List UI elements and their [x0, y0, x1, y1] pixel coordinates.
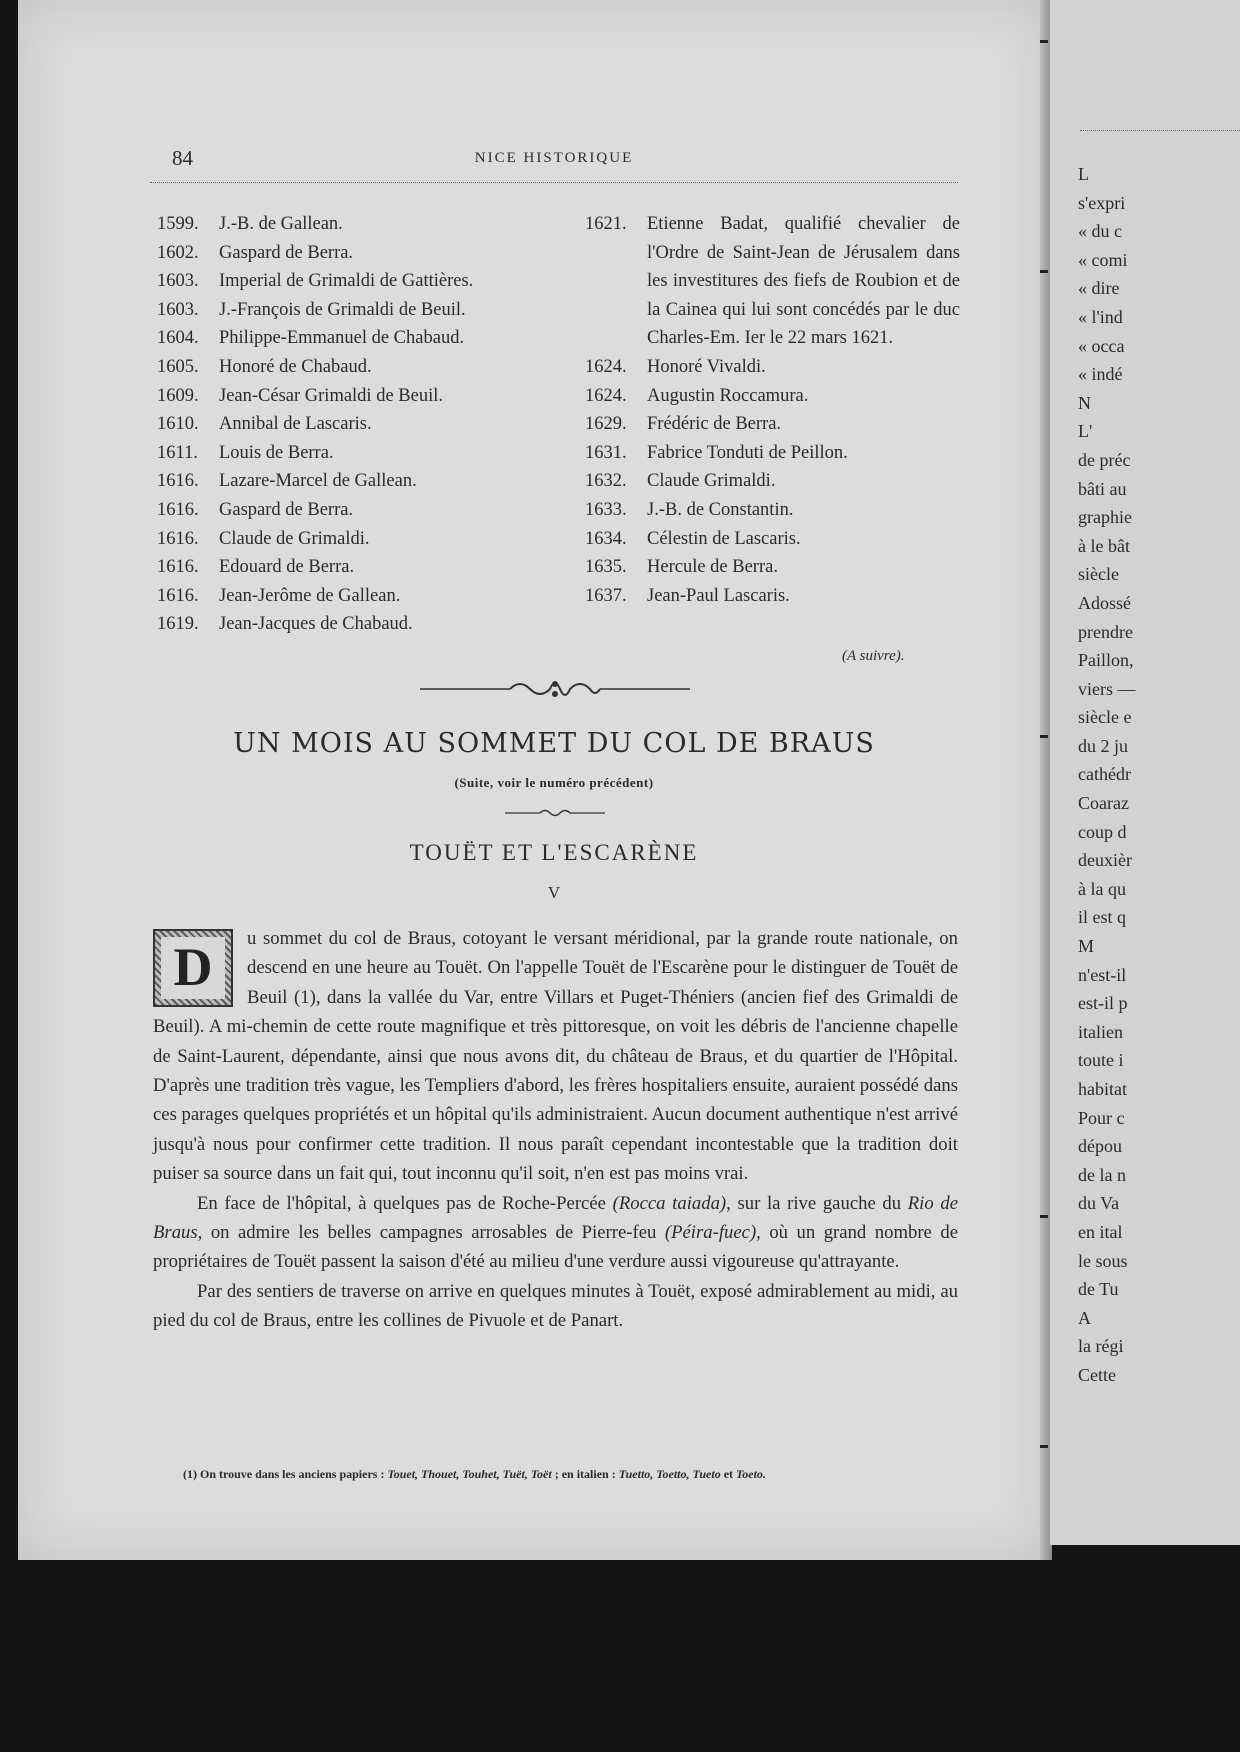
entry-name: Imperial de Grimaldi de Gattières. — [219, 271, 474, 292]
entry-name: Lazare-Marcel de Gallean. — [219, 471, 417, 492]
list-entry — [157, 324, 547, 353]
italic-place-name: Rio de Braus — [153, 1192, 959, 1244]
list-right-column — [585, 210, 960, 610]
next-page-line: Adossé — [1078, 592, 1131, 613]
section-ornament — [420, 678, 690, 700]
list-entry — [157, 553, 547, 582]
next-page-header-rule — [1080, 130, 1240, 131]
entry-name: J.-François de Grimaldi de Beuil. — [219, 299, 466, 320]
italic-place-name: (Péira-fuec) — [664, 1222, 757, 1244]
list-entry — [585, 210, 960, 353]
suite-note: (Suite, voir le numéro précédent) — [454, 775, 654, 790]
list-entry — [157, 582, 547, 611]
next-page-line: de préc — [1078, 449, 1131, 470]
next-page-line: siècle e — [1078, 707, 1132, 728]
entry-year: 1599. — [157, 214, 199, 234]
entry-year: 1610. — [157, 414, 199, 435]
entry-year: 1603. — [157, 271, 199, 292]
entry-year: 1605. — [157, 356, 199, 377]
gutter-mark — [1040, 1445, 1048, 1448]
small-ornament — [505, 808, 605, 818]
entry-year: 1609. — [157, 385, 199, 406]
next-page-line: siècle — [1078, 564, 1119, 585]
next-page-line: « comi — [1078, 249, 1128, 270]
next-page-line: N — [1078, 392, 1091, 413]
entry-year: 1619. — [157, 614, 199, 635]
entry-year: 1632. — [585, 471, 627, 492]
next-page-line: Cette — [1078, 1364, 1116, 1385]
list-entry — [157, 610, 547, 639]
next-page-line: cathédr — [1078, 764, 1131, 785]
entry-name: Edouard de Berra. — [219, 557, 355, 578]
entry-year: 1634. — [585, 528, 627, 549]
next-page-line: du Va — [1078, 1193, 1120, 1214]
next-page-line: prendre — [1078, 621, 1133, 642]
list-entry — [585, 382, 960, 411]
next-page-line: « du c — [1078, 221, 1122, 242]
entry-name: Honoré de Chabaud. — [219, 356, 372, 377]
entry-year: 1633. — [585, 499, 627, 520]
entry-year: 1611. — [157, 442, 198, 463]
next-page-line: M — [1078, 936, 1095, 957]
next-page-line: « occa — [1078, 335, 1125, 356]
page-number: 84 — [172, 146, 193, 170]
entry-name: Claude de Grimaldi. — [219, 528, 370, 549]
next-page-line: bâti au — [1078, 478, 1127, 499]
gutter-mark — [1040, 735, 1048, 738]
list-entry — [157, 267, 547, 296]
entry-year: 1635. — [585, 557, 627, 578]
entry-year: 1616. — [157, 585, 199, 606]
entry-name: Gaspard de Berra. — [219, 499, 354, 520]
italic-place-name: (Rocca taiada) — [612, 1192, 727, 1214]
entry-name: Louis de Berra. — [219, 442, 334, 463]
next-page-line: habitat — [1078, 1079, 1127, 1099]
entry-name: Fabrice Tonduti de Peillon. — [647, 442, 848, 463]
list-entry — [585, 353, 960, 382]
next-page-line: est-il p — [1078, 993, 1128, 1014]
next-page-line: A — [1078, 1307, 1091, 1328]
list-entry — [157, 525, 547, 554]
entry-year: 1602. — [157, 242, 199, 263]
next-page-line: à le bât — [1078, 535, 1130, 556]
entry-name: Annibal de Lascaris. — [219, 414, 372, 435]
entry-name: Claude Grimaldi. — [647, 471, 776, 492]
entry-year: 1624. — [585, 356, 627, 377]
gutter-mark — [1040, 40, 1048, 43]
entry-year: 1629. — [585, 414, 627, 435]
next-page-line: viers — — [1078, 678, 1136, 699]
section-title: TOUËT ET L'ESCARÈNE — [409, 840, 699, 865]
list-entry — [157, 410, 547, 439]
next-page-line: coup d — [1078, 821, 1127, 842]
next-page-line: L' — [1078, 421, 1093, 442]
entry-year: 1624. — [585, 385, 627, 406]
next-page-line: Pour c — [1078, 1107, 1125, 1128]
entry-name: Honoré Vivaldi. — [647, 356, 766, 377]
article-title: UN MOIS AU SOMMET DU COL DE BRAUS — [233, 728, 875, 759]
list-entry — [585, 496, 960, 525]
list-left-column — [157, 210, 547, 639]
next-page-line: de Tu — [1078, 1279, 1119, 1300]
page-header — [150, 146, 958, 176]
entry-name: Etienne Badat, qualifié chevalier de l'Ordre de Saint-Jean de Jérusalem dans les investitures des fiefs de Roubion et de la Cainea qui lui sont concédés par le duc Charles-Em. Ier le 22 mars 1621. — [647, 214, 960, 349]
gutter-mark — [1040, 270, 1048, 273]
next-page-line: dépou — [1078, 1136, 1122, 1157]
next-page-line: « dire — [1078, 278, 1120, 299]
entry-name: Hercule de Berra. — [647, 557, 778, 578]
next-page-line: n'est-il — [1078, 964, 1127, 985]
entry-year: 1631. — [585, 442, 627, 463]
entry-year: 1637. — [585, 585, 627, 606]
paragraph-2: En face de l'hôpital, à quelques pas de Roche-Percée (Rocca taiada), sur la rive gauche du Rio de Braus, on admire les belles campagnes arrosables de Pierre-feu (Péira-fuec), où un grand nombre de propriétaires de Touët passent la saison d'été au milieu d'une verdure aussi vigoureuse qu'attrayante. — [153, 1192, 959, 1273]
list-entry — [157, 296, 547, 325]
entry-name: Jean-Paul Lascaris. — [647, 585, 790, 606]
entry-name: Philippe-Emmanuel de Chabaud. — [219, 328, 465, 349]
next-page-line: « indé — [1078, 364, 1123, 385]
section-number: V — [547, 883, 561, 902]
entry-year: 1616. — [157, 471, 199, 492]
list-entry — [157, 467, 547, 496]
next-page-line: du 2 ju — [1078, 735, 1129, 756]
entry-name: J.-B. de Constantin. — [647, 499, 794, 520]
list-entry — [585, 467, 960, 496]
entry-year: 1616. — [157, 557, 199, 578]
list-entry — [157, 382, 547, 411]
list-entry — [585, 439, 960, 468]
next-page-line: à la qu — [1078, 878, 1126, 899]
footnote: (1) On trouve dans les anciens papiers : Touet, Thouet, Touhet, Tuët, Toët ; en italien : Tuetto, Toetto, Tueto et Toeto. — [183, 1467, 766, 1481]
paragraph-3: Par des sentiers de traverse on arrive en quelques minutes à Touët, exposé admirablement au midi, au pied du col de Braus, entre les collines de Pivuole et de Panart. — [153, 1280, 958, 1332]
list-entry — [157, 210, 547, 239]
list-entry — [585, 525, 960, 554]
next-page-line: « l'ind — [1078, 306, 1123, 327]
header-rule — [150, 182, 958, 183]
list-entry — [585, 553, 960, 582]
next-page-line: le sous — [1078, 1250, 1128, 1271]
entry-name: Jean-Jacques de Chabaud. — [219, 614, 413, 635]
entry-name: Gaspard de Berra. — [219, 242, 354, 263]
next-page-line: toute i — [1078, 1050, 1124, 1071]
entry-year: 1604. — [157, 328, 199, 349]
next-page-text-fragments — [1078, 160, 1238, 1390]
a-suivre-note: (A suivre). — [842, 648, 905, 664]
dropcap-initial: D — [153, 929, 233, 1007]
entry-year: 1621. — [585, 214, 627, 234]
next-page-line: deuxièr — [1078, 850, 1132, 871]
list-entry — [157, 239, 547, 268]
running-title: NICE HISTORIQUE — [474, 150, 634, 166]
next-page-line: la régi — [1078, 1336, 1124, 1357]
next-page-line: en ital — [1078, 1221, 1123, 1242]
entry-name: Jean-César Grimaldi de Beuil. — [219, 385, 443, 406]
entry-name: Augustin Roccamura. — [647, 385, 809, 406]
next-page-line: s'expri — [1078, 192, 1126, 213]
next-page-line: de la n — [1078, 1164, 1126, 1185]
entry-name: J.-B. de Gallean. — [219, 214, 343, 234]
list-entry — [157, 496, 547, 525]
gutter-mark — [1040, 1215, 1048, 1218]
article-body — [153, 924, 958, 1336]
next-page-line: italien — [1078, 1021, 1123, 1042]
entry-year: 1603. — [157, 299, 199, 320]
list-entry — [157, 439, 547, 468]
paragraph-1 — [153, 924, 958, 1189]
entry-year: 1616. — [157, 499, 199, 520]
list-entry — [157, 353, 547, 382]
next-page-line: L — [1078, 164, 1089, 184]
next-page-line: il est q — [1078, 907, 1126, 928]
entry-name: Célestin de Lascaris. — [647, 528, 801, 549]
paragraph-1-text: u sommet du col de Braus, cotoyant le versant méridional, par la grande route nationale, on descend en une heure au Touët. On l'appelle Touët de l'Escarène pour le distinguer de Touët de Beuil (1), dans la vallée du Var, entre Villars et Puget-Théniers (ancien fief des Grimaldi de Beuil). A mi-chemin de cette route magnifique et très pittoresque, on voit les débris de l'ancienne chapelle de Saint-Laurent, dépendante, ainsi que nous avons dit, du château de Braus, et du quartier de l'Hôpital. D'après une tradition très vague, les Templiers d'abord, les frères hospitaliers ensuite, auraient possédé dans ces parages quelques propriétés et un hôpital qu'ils administraient. Aucun document authentique n'est arrivé jusqu'à nous pour confirmer cette tradition. Il nous paraît cependant incontestable que la tradition doit puiser sa source dans un fait qui, tout inconnu qu'il soit, n'en est pas moins vrai. — [153, 928, 958, 1185]
list-entry — [585, 582, 960, 611]
entry-name: Jean-Jerôme de Gallean. — [219, 585, 401, 606]
list-entry — [585, 410, 960, 439]
entry-name: Frédéric de Berra. — [647, 414, 782, 435]
next-page-line: Coaraz — [1078, 793, 1129, 814]
next-page-line: Paillon, — [1078, 650, 1134, 671]
next-page-line: graphie — [1078, 507, 1132, 528]
entry-year: 1616. — [157, 528, 199, 549]
